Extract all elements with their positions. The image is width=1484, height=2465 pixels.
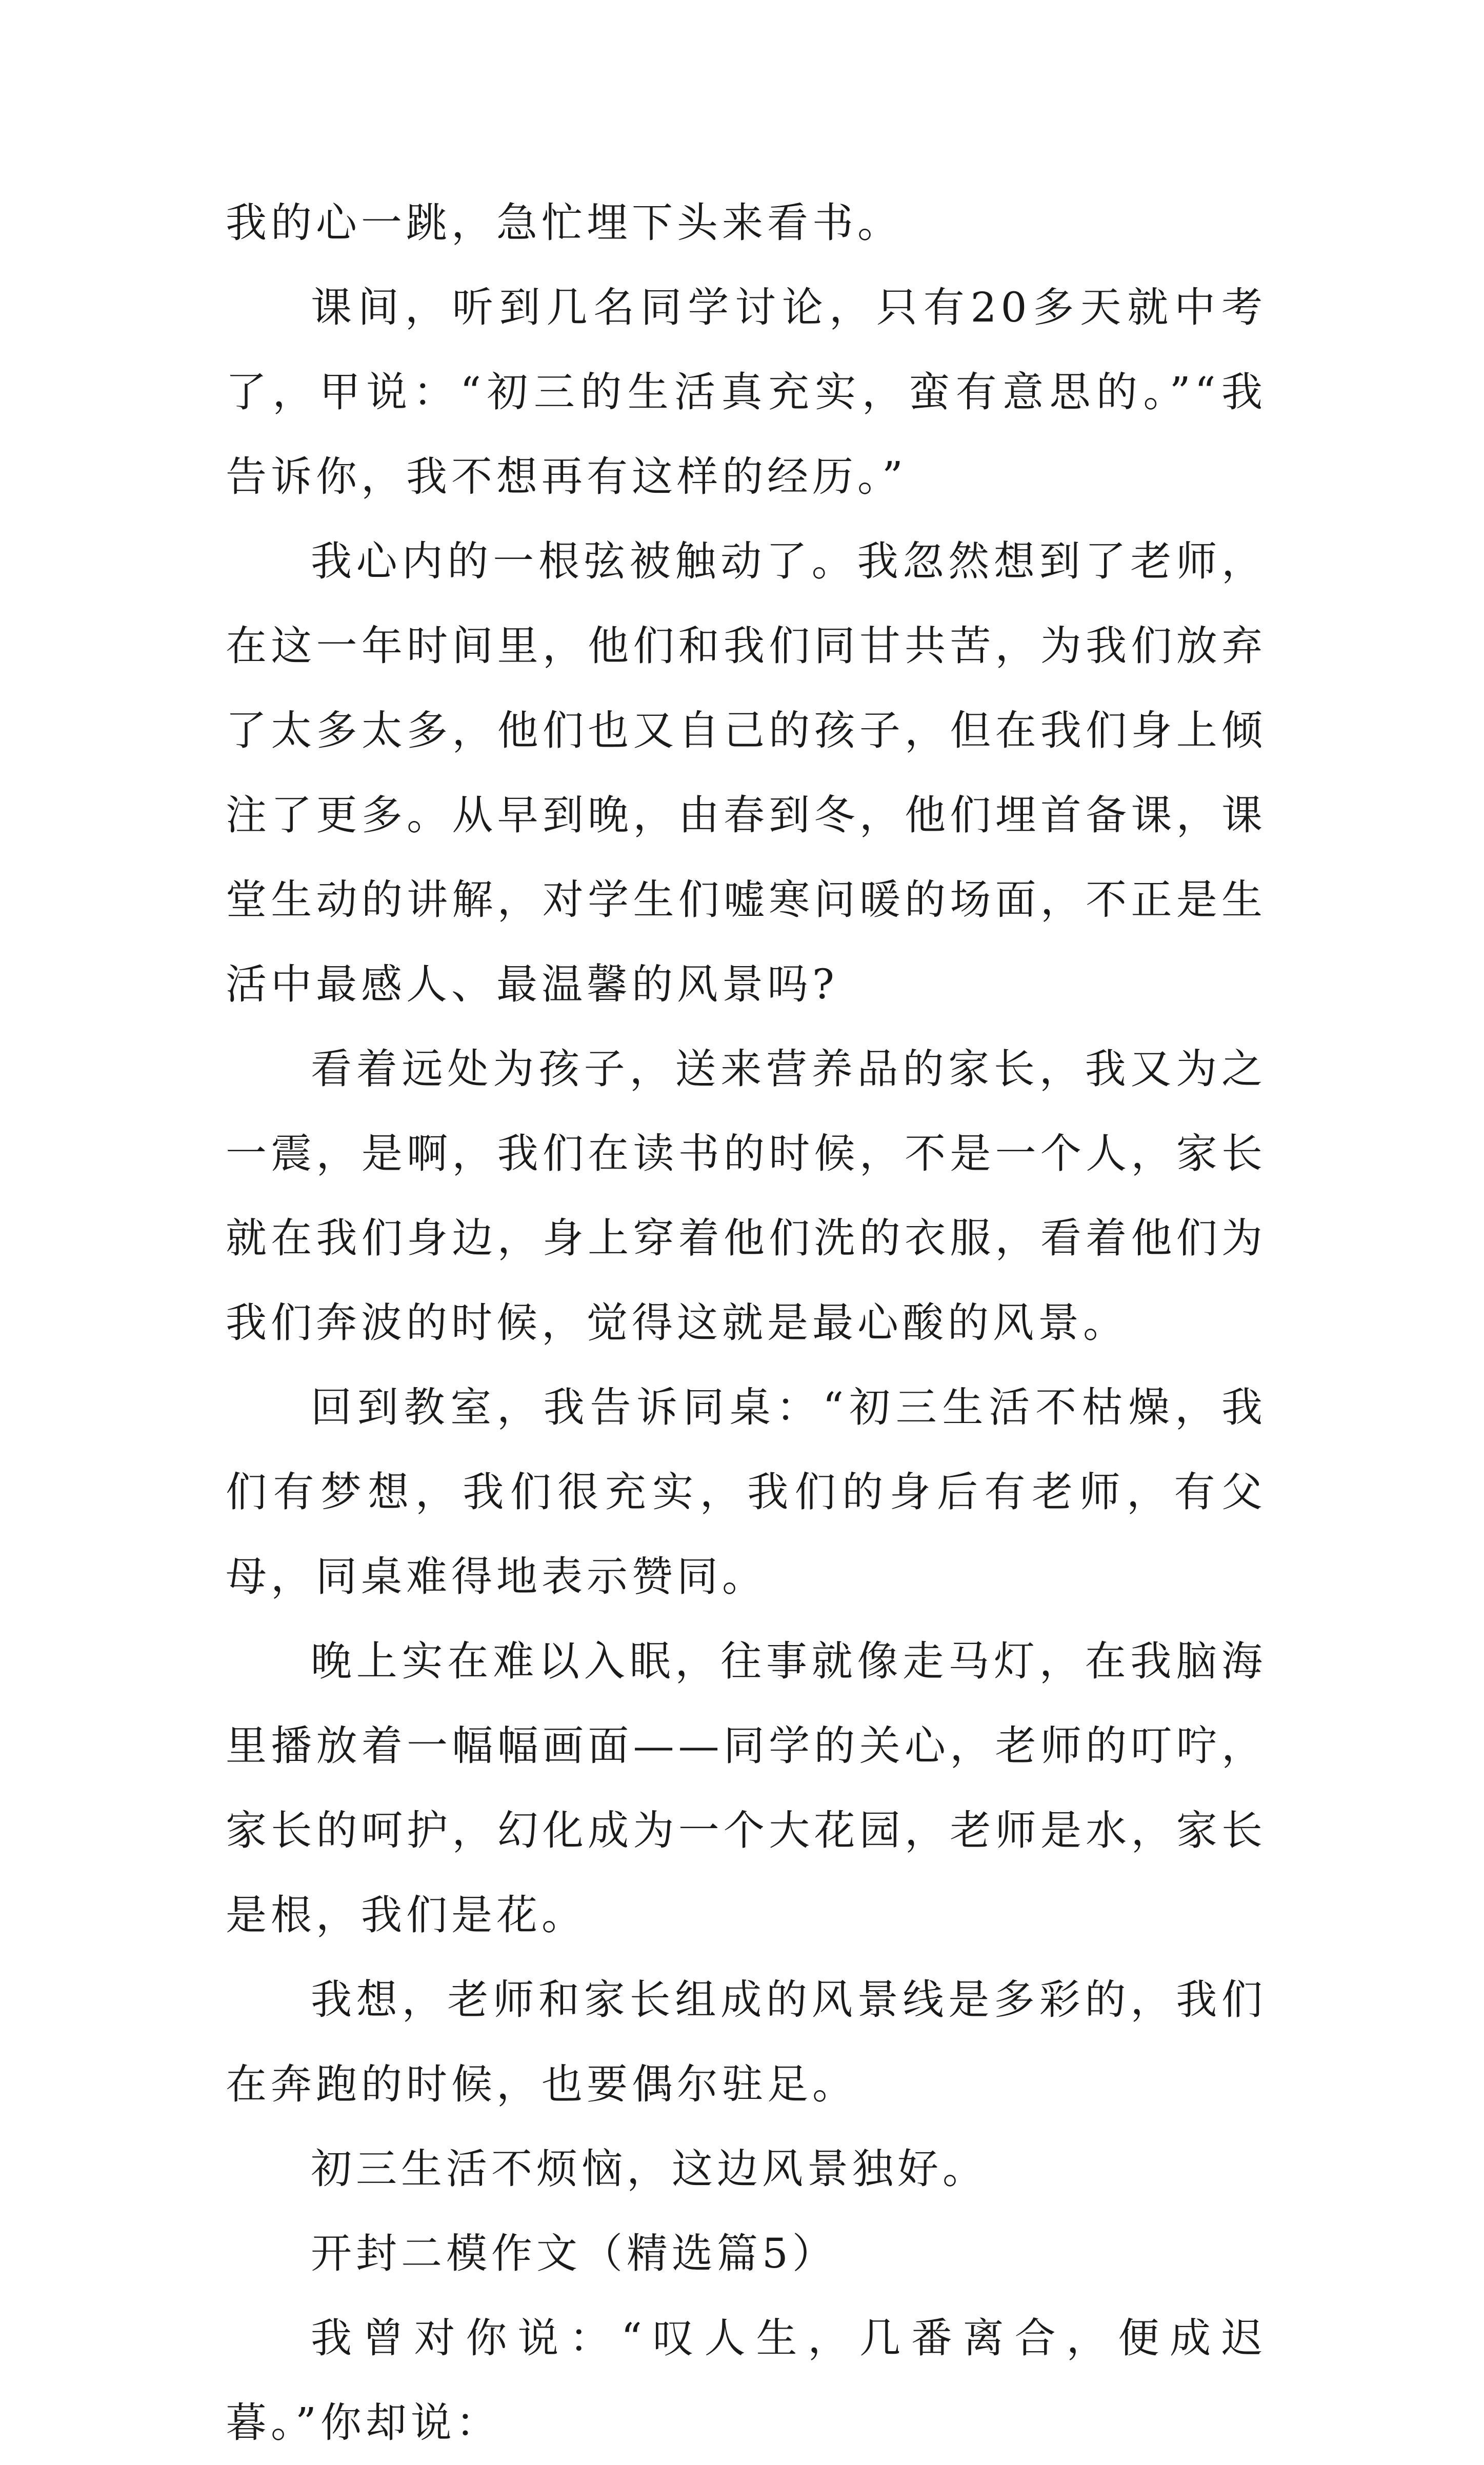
paragraph-scenery: 我想，老师和家长组成的风景线是多彩的，我们在奔跑的时候，也要偶尔驻足。 [226,1976,1267,2108]
paragraph-discussion: 课间，听到几名同学讨论，只有20多天就中考了，甲说：“初三的生活真充实，蛮有意思的。”“我告诉你，我不想再有这样的经历。” [226,284,1267,500]
paragraph-quote: 我曾对你说：“叹人生，几番离合，便成迟暮。”你却说： [226,2314,1267,2447]
paragraph-continuation: 我的心一跳，急忙埋下头来看书。 [226,199,903,247]
paragraph-night: 晚上实在难以入眠，往事就像走马灯，在我脑海里播放着一幅幅画面——同学的关心，老师的叮咛，家长的呵护，幻化成为一个大花园，老师是水，家长是根，我们是花。 [226,1637,1267,1939]
section-heading: 开封二模作文（精选篇5） [311,2230,837,2277]
paragraph-parents: 看着远处为孩子，送来营养品的家长，我又为之一震，是啊，我们在读书的时候，不是一个人，家长就在我们身边，身上穿着他们洗的衣服，看着他们为我们奔波的时候，觉得这就是最心酸的风景。 [226,1045,1267,1347]
paragraph-classroom: 回到教室，我告诉同桌：“初三生活不枯燥，我们有梦想，我们很充实，我们的身后有老师，有父母，同桌难得地表示赞同。 [226,1384,1267,1600]
paragraph-teachers: 我心内的一根弦被触动了。我忽然想到了老师，在这一年时间里，他们和我们同甘共苦，为我们放弃了太多太多，他们也又自己的孩子，但在我们身上倾注了更多。从早到晚，由春到冬，他们埋首备课，课堂生动的讲解，对学生们嘘寒问暖的场面，不正是生活中最感人、最温馨的风景吗? [226,537,1267,1008]
document-body [226,181,1267,2465]
paragraph-conclusion: 初三生活不烦恼，这边风景独好。 [311,2145,988,2193]
